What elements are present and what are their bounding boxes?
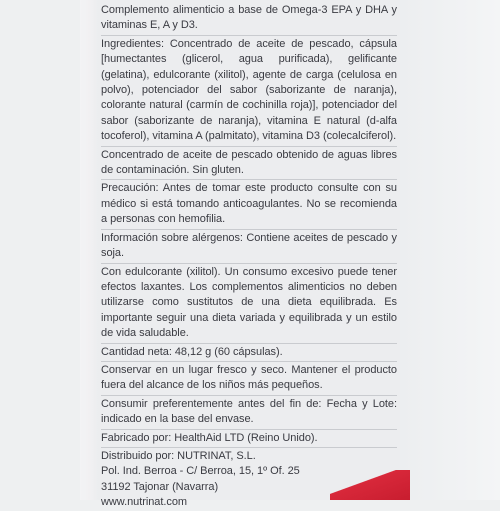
allergen-info: Información sobre alérgenos: Contiene aceites de pescado y soja. — [101, 231, 397, 260]
label-text — [101, 3, 397, 511]
divider — [101, 395, 397, 396]
label-left-edge — [80, 0, 98, 500]
divider — [101, 429, 397, 430]
label-right-edge — [400, 0, 500, 500]
manufacturer: Fabricado por: HealthAid LTD (Reino Unido). — [101, 431, 318, 444]
product-description: Complemento alimenticio a base de Omega-3 EPA y DHA y vitaminas E, A y D3. — [101, 4, 397, 32]
divider — [101, 343, 397, 344]
storage: Conservar en un lugar fresco y seco. Mantener el producto fuera del alcance de los niños más pequeños. — [101, 363, 397, 392]
address-line-2: 31192 Tajonar (Navarra) — [101, 480, 219, 493]
address-line-1: Pol. Ind. Berroa - C/ Berroa, 15, 1º Of. 25 — [101, 465, 300, 478]
fish-oil-origin: Concentrado de aceite de pescado obtenido de aguas libres de contaminación. Sin gluten. — [101, 148, 397, 177]
divider — [101, 447, 397, 448]
ingredients: Ingredientes: Concentrado de aceite de pescado, cápsula [humectantes (glicerol, agua purificada), gelificante (gelatina), edulcorante (xilitol), agente de carga (celulosa en polvo), potenciador del sabor (saborizante de naranja), colorante natural (carmín de cochinilla roja)], potenciador del sabor (saborizante de naranja), vitamina E natural (d-alfa tocoferol), vitamina A (palmitato), vitamina D3 (colecalciferol). — [101, 37, 397, 143]
divider — [101, 263, 397, 264]
website: www.nutrinat.com — [101, 496, 188, 509]
divider — [101, 146, 397, 147]
divider — [101, 179, 397, 180]
divider — [101, 35, 397, 36]
best-before: Consumir preferentemente antes del fin de: Fecha y Lote: indicado en la base del envase. — [101, 397, 397, 426]
distributor: Distribuido por: NUTRINAT, S.L. — [101, 449, 256, 462]
precaution: Precaución: Antes de tomar este producto consulte con su médico si está tomando anticoagulantes. No se recomienda a personas con hemofilia. — [101, 182, 397, 226]
net-quantity: Cantidad neta: 48,12 g (60 cápsulas). — [101, 345, 283, 358]
divider — [101, 361, 397, 362]
divider — [101, 229, 397, 230]
sweetener-warning: Con edulcorante (xilitol). Un consumo excesivo puede tener efectos laxantes. Los complementos alimenticios no deben utilizarse como sustitutos de una dieta equilibrada. Es importante seguir una dieta variada y equilibrada y un estilo de vida saludable. — [101, 265, 397, 340]
